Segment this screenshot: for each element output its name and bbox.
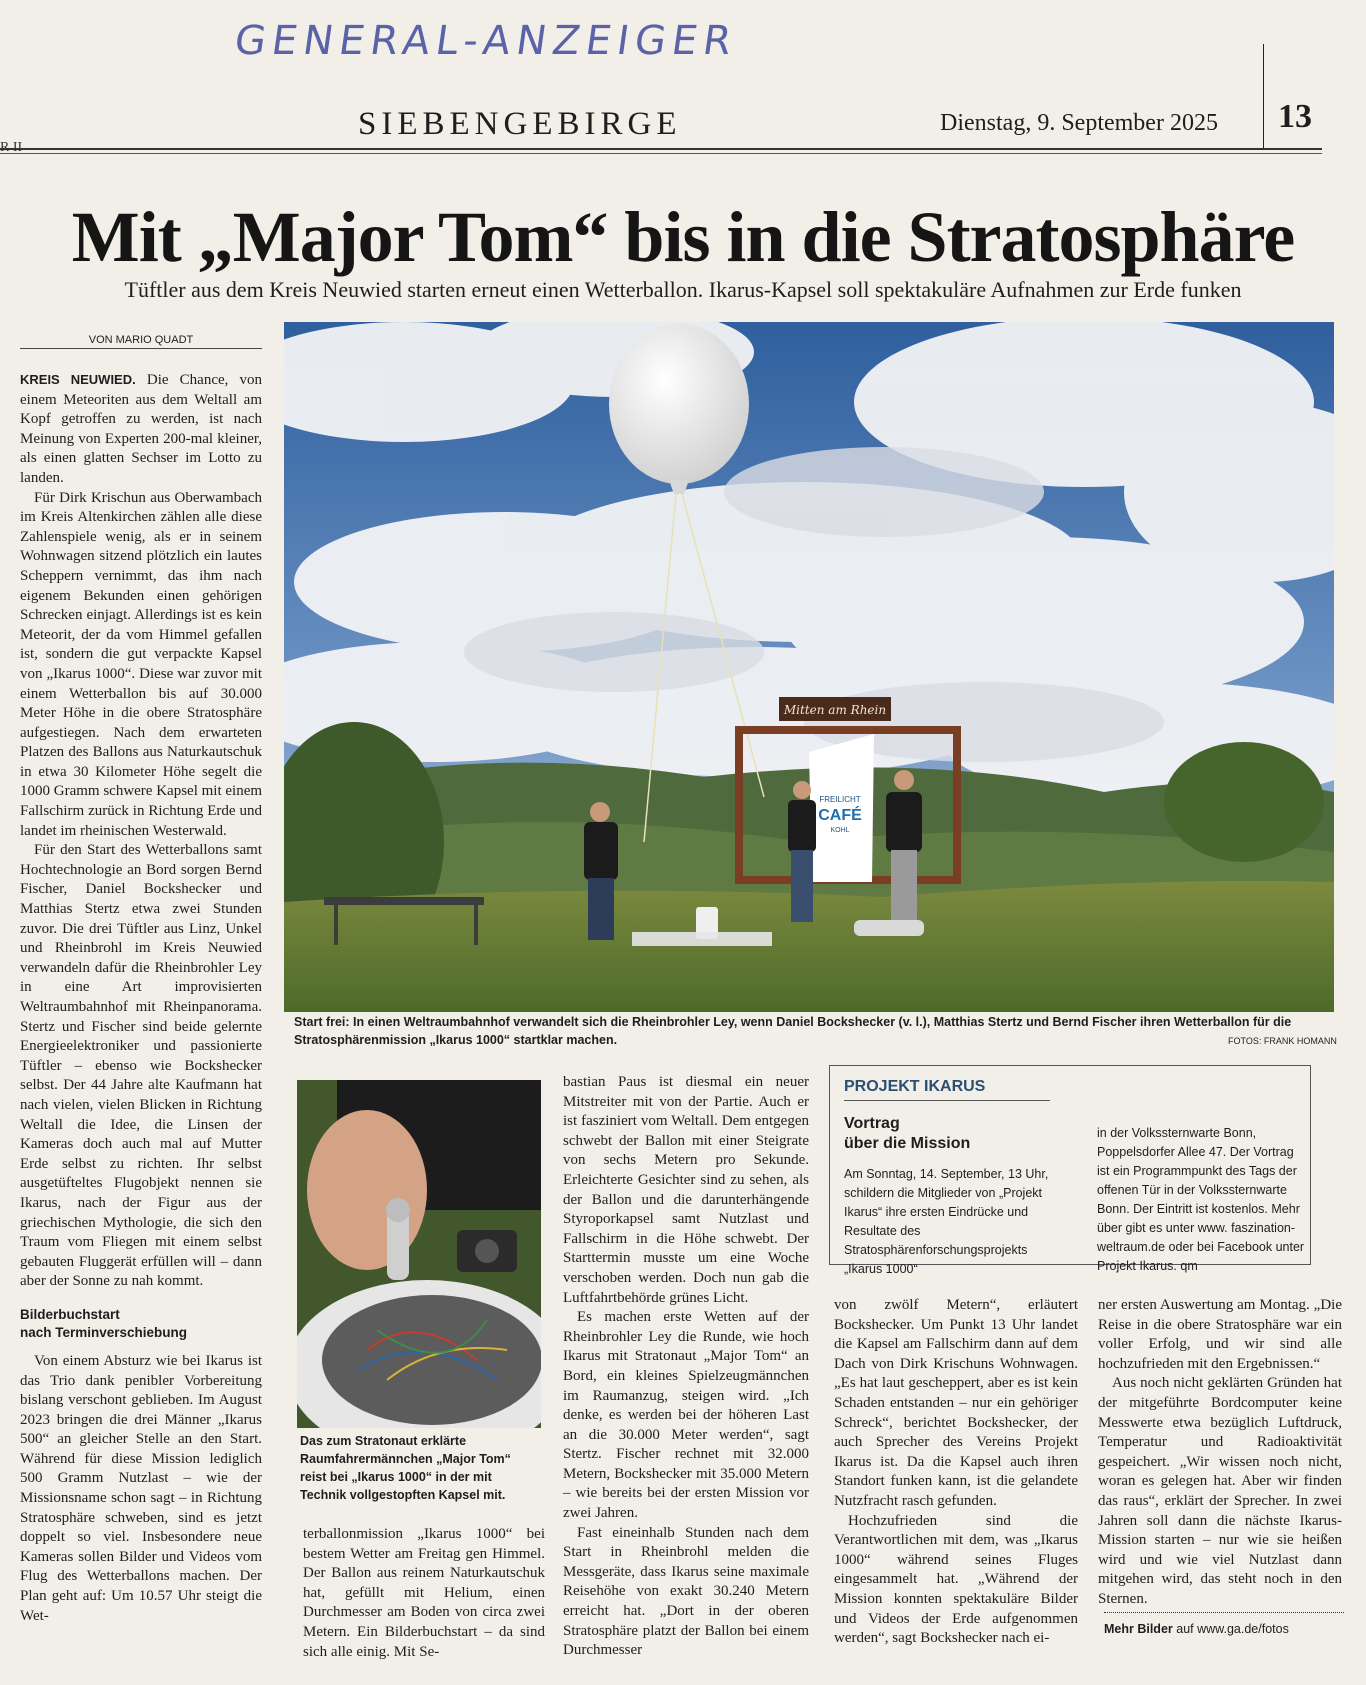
info-box-projekt-ikarus bbox=[829, 1065, 1311, 1276]
issue-date: Dienstag, 9. September 2025 bbox=[940, 110, 1218, 136]
person-right bbox=[886, 770, 922, 920]
main-photo-balloon-launch bbox=[284, 322, 1334, 1012]
article-column-1 bbox=[20, 370, 262, 1626]
photo-credit: FOTOS: FRANK HOMANN bbox=[1228, 1036, 1337, 1046]
header-divider bbox=[1263, 44, 1264, 148]
subheading: Bilderbuchstart nach Terminverschiebung bbox=[20, 1306, 188, 1340]
byline: VON MARIO QUADT bbox=[20, 334, 262, 349]
paragraph: Hochzufrieden sind die Verantwortlichen mit dem, was „Ikarus 1000“ während seines Fluges eingesammelt hat. „Während der Mission konnten spektakuläre Bilder und Videos der Erde aufgenommen werden“, sagt Bockshecker nach ei- bbox=[834, 1512, 1078, 1647]
small-photo-major-tom-capsule bbox=[297, 1080, 541, 1428]
paragraph: ner ersten Auswertung am Montag. „Die Reise in die obere Stratosphäre war ein voller Erfolg, und wir sind alle hochzufrieden mit den Ergebnissen.“ bbox=[1098, 1297, 1342, 1372]
info-box-rule bbox=[844, 1100, 1050, 1101]
article-subheadline: Tüftler aus dem Kreis Neuwied starten erneut einen Wetterballon. Ikarus-Kapsel soll spektakuläre Aufnahmen zur Erde funken bbox=[124, 277, 1242, 302]
article-column-5 bbox=[1098, 1296, 1342, 1610]
paragraph: Die Chance, von einem Meteoriten aus dem Weltall am Kopf getroffen zu werden, ist nach Meinung von Experten 200-mal kleiner, als einen glatten Sechser im Lotto zu landen. bbox=[20, 372, 263, 486]
handwritten-publication-note: GENERAL-ANZEIGER bbox=[231, 18, 741, 64]
dotted-rule bbox=[1104, 1612, 1344, 1613]
paragraph: Von einem Absturz wie bei Ikarus ist das Trio dank penibler Vorbereitung bislang verschont geblieben. Im August 2023 bringen die drei Männer „Ikarus 500“ an gleicher Stelle an den Start. Während für diese Mission lediglich 500 Gramm Nutzlast – wie der Missionsname schon sagt – in Richtung Stratosphäre schweben, sind es jetzt doppelt so viel. Insbesondere neue Kameras sollen Bilder und Videos vom Flug des Wetterballons machen. Der Plan geht auf: Um 10.57 Uhr steigt die Wet- bbox=[20, 1352, 262, 1624]
more-photos-link[interactable]: Mehr Bilder auf www.ga.de/fotos bbox=[1104, 1622, 1289, 1636]
main-photo-caption: Start frei: In einen Weltraumbahnhof verwandelt sich die Rheinbrohler Ley, wenn Daniel Bockshecker (v. l.), Matthias Stertz und Bernd Fischer ihren Wetterballon für die Stratosphärenmission „Ikarus 1000“ startklar machen. bbox=[294, 1015, 1292, 1047]
paragraph: Für den Start des Wetterballons samt Hochtechnologie an Bord sorgen Bernd Fischer, Daniel Bockshecker und Matthias Stertz etwa zwei Stunden zuvor. Die drei Tüftler aus Linz, Unkel und Rheinbrohl im Kreis Neuwied verwandeln dafür die Rheinbrohler Ley in eine Art improvisierten Weltraumbahnhof mit Rheinpanorama. Stertz und Fischer sind beide gelernte Energieelektroniker und passionierte Tüftler – ebenso wie Bockshecker selbst. Der 44 Jahre alte Kaufmann hat nach vielen, vielen Blicken in Richtung Weltall die Idee, die Linsen der Kameras doch auch mal auf Mutter Erde selbst zu richten. Ihr selbst ausgetüfteltes Flugobjekt nennen sie Ikarus, nach der Figur aus der griechischen Mythologie, die sich den Traum vom Fliegen mit einem selbst gebauten Fluggerät erfüllen will – dann aber der Sonne zu nah kommt. bbox=[20, 842, 262, 1290]
flag-text: CAFÉ bbox=[818, 807, 862, 824]
flag-text: KOHL bbox=[830, 827, 850, 834]
article-column-4 bbox=[834, 1296, 1078, 1649]
flag-text: FREILICHT bbox=[819, 795, 861, 804]
info-box-text-left: Am Sonntag, 14. September, 13 Uhr, schildern die Mitglieder von „Projekt Ikarus“ ihre ersten Eindrücke und Resultate des Stratosphärenforschungsprojekts „Ikarus 1000“ bbox=[844, 1167, 1049, 1276]
paragraph: Aus noch nicht geklärten Gründen hat der mitgeführte Bordcomputer keine Messwerte etwa bezüglich Luftdruck, Temperatur und Radioaktivität gespeichert. „Wir wissen noch nicht, woran es gelegen hat. Aber wir finden das raus“, erklärt der Sprecher. In zwei Jahren soll dann die nächste Ikarus-Mission starten – nur wie sie heißen wird und wie viel Nutzlast dann mitgehen wird, das steht noch in den Sternen. bbox=[1098, 1375, 1342, 1607]
page-number: 13 bbox=[1278, 98, 1312, 135]
sign-text: Mitten am Rhein bbox=[783, 703, 887, 717]
header-rule-thin bbox=[0, 153, 1322, 154]
small-photo-caption: Das zum Stratonaut erklärte Raumfahrermännchen „Major Tom“ reist bei „Ikarus 1000“ in der mit Technik vollgestopften Kapsel mit. bbox=[300, 1434, 511, 1502]
paragraph: Für Dirk Krischun aus Oberwambach im Kreis Altenkirchen zählen alle diese Zahlenspiele wenig, als er in seinem Wohnwagen sitzend plötzlich ein lautes Scheppern vernimmt, das ihm nach eigenem Bekunden einen gehörigen Schrecken einjagt. Allerdings ist es kein Meteorit, der da vom Himmel gefallen ist, sondern die gut verpackte Kapsel von „Ikarus 1000“. Diese war zuvor mit einem Wetterballon bis auf 30.000 Meter Höhe in die obere Stratosphäre aufgestiegen. Nach dem erwarteten Platzen des Ballons aus Naturkautschuk in etwa 30 Kilometer Höhe segelt die 1000 Gramm schwere Kapsel mit einem Fallschirm zurück in Richtung Erde und landet im rheinischen Westerwald. bbox=[20, 489, 263, 839]
info-box-text-right: in der Volkssternwarte Bonn, Poppelsdorfer Allee 47. Der Vortrag ist ein Programmpunkt des Tags der offenen Tür in der Volkssternwarte Bonn. Der Eintritt ist kostenlos. Mehr über gibt es unter www. faszination-weltraum.de oder bei Facebook unter Projekt Ikarus. qm bbox=[1097, 1126, 1305, 1273]
article-headline: Mit „Major Tom“ bis in die Stratosphäre bbox=[71, 197, 1295, 277]
paragraph: Es machen erste Wetten auf der Rheinbrohler Ley die Runde, wie hoch Ikarus mit Stratonaut „Major Tom“ an Bord, ein kleines Spielzeugmännchen im Raumanzug, steigen wird. „Ich denke, es werden bei der höheren Last an die 30.000 Meter werden“, sagt Stertz. Fischer rechnet mit 32.000 Metern, Bockshecker mit 35.000 Metern – wie bereits bei der ersten Mission vor zwei Jahren. bbox=[563, 1309, 809, 1522]
section-name: SIEBENGEBIRGE bbox=[358, 106, 682, 142]
paragraph: Fast eineinhalb Stunden nach dem Start in Rheinbrohl melden die Messgeräte, dass Ikarus seine maximale Reisehöhe von exakt 30.240 Metern erreicht hat. „Dort in der oberen Stratosphäre platzt der Ballon bei einem Durchmesser bbox=[563, 1524, 809, 1659]
article-column-3 bbox=[563, 1073, 809, 1661]
balloon-launch-illustration bbox=[284, 322, 1334, 1012]
dateline: KREIS NEUWIED. bbox=[20, 372, 136, 387]
person-middle bbox=[788, 781, 816, 922]
paragraph: terballonmission „Ikarus 1000“ bei bestem Wetter am Freitag gen Himmel. Der Ballon aus reinem Naturkautschuk hat, gefüllt mit Helium, einen Durchmesser am Boden von circa zwei Metern. Ein Bilderbuchstart – da sind sich alle einig. Mit Se- bbox=[303, 1526, 545, 1660]
paragraph: von zwölf Metern“, erläutert Bockshecker. Um Punkt 13 Uhr landet die Kapsel am Fallschirm dann auf dem Dach von Dirk Krischuns Wohnwagen. „Es hat laut gescheppert, aber es ist kein Schaden entstanden – nur ein gehöriger Schreck“, berichtet Bockshecker, der auch Sprecher des Vereins Projekt Ikarus ist. Da die Kapsel auch ihren Standort funken kann, ist die gelandete Nutzfracht rasch gefunden. bbox=[834, 1297, 1078, 1509]
info-box-title: Vortrag über die Mission bbox=[844, 1115, 971, 1152]
header-rule bbox=[0, 148, 1322, 150]
paragraph: bastian Paus ist diesmal ein neuer Mitstreiter mit von der Partie. Auch er ist fasziniert vom Weltall. Dem entgegen schwebt der Ballon mit einer Steigrate von sechs Metern pro Sekunde. Erleichterte Gesichter sind zu sehen, als der Ballon und die darunterhängende Styroporkapsel samt Nutzlast und Fallschirm in die Höhe schwebt. Der Starttermin musste um eine Woche verschoben werden. Doch nun gab die Luftfahrtbehörde grünes Licht. bbox=[563, 1074, 809, 1306]
info-box-kicker: PROJEKT IKARUS bbox=[844, 1078, 986, 1095]
person-left bbox=[584, 802, 618, 940]
capsule-illustration bbox=[297, 1080, 541, 1428]
article-column-2 bbox=[303, 1525, 545, 1662]
